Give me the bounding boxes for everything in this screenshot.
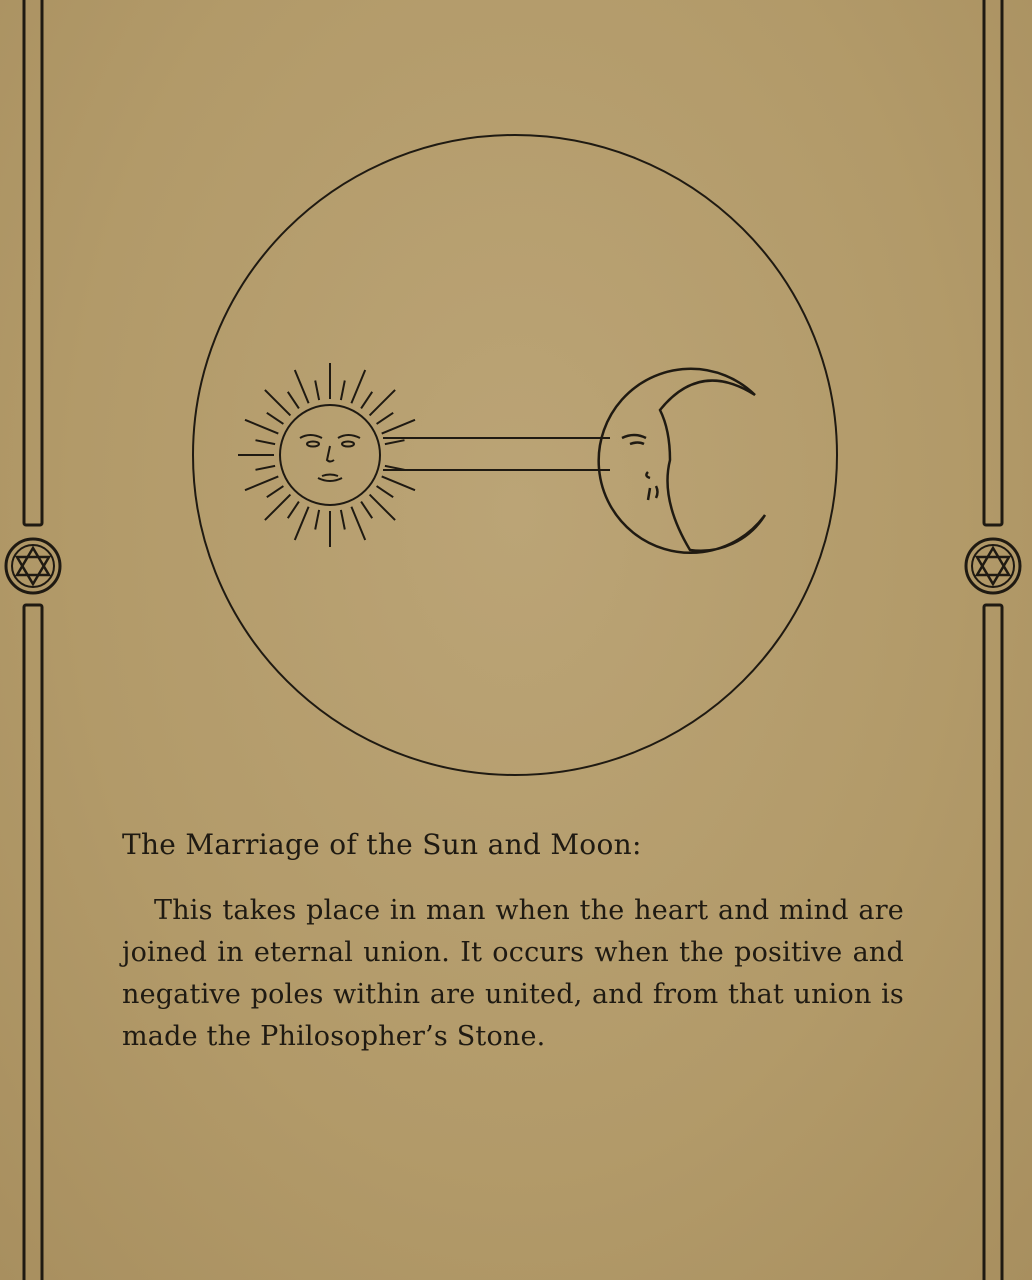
sun-ray	[315, 381, 319, 401]
sun-ray	[288, 502, 299, 519]
sun-ray	[256, 440, 276, 444]
sun-ray	[245, 476, 278, 490]
sun-ray	[351, 370, 365, 403]
sun-ray	[385, 440, 405, 444]
sun-ray	[256, 466, 276, 470]
sun-ray	[245, 420, 278, 434]
sun-ray	[361, 502, 372, 519]
enclosing-circle	[193, 135, 837, 775]
sun-ray	[295, 507, 309, 540]
sun-ray	[382, 420, 415, 434]
sun-ray	[265, 495, 291, 520]
sun-ray	[377, 486, 394, 497]
crescent-moon-face-icon	[599, 369, 765, 553]
caption-paragraph: This takes place in man when the heart and mind are joined in eternal union. It occurs when the positive and negative poles within are united, and from that union is made the Philosopher’s Stone.	[122, 895, 904, 1052]
sun-ray	[361, 392, 372, 409]
sun-ray	[341, 381, 345, 401]
sun-face-icon	[238, 363, 415, 547]
sun-ray	[267, 486, 284, 497]
sun-ray	[370, 495, 396, 520]
sun-ray	[341, 510, 345, 530]
sun-ray	[315, 510, 319, 530]
sun-ray	[382, 476, 415, 490]
sun-ray	[267, 413, 284, 424]
sun-ray	[295, 370, 309, 403]
sun-ray	[370, 390, 396, 416]
sun-ray	[288, 392, 299, 409]
sun-ray	[265, 390, 291, 416]
sun-ray	[351, 507, 365, 540]
caption-title: The Marriage of the Sun and Moon:	[122, 828, 642, 861]
sun-ray	[377, 413, 394, 424]
